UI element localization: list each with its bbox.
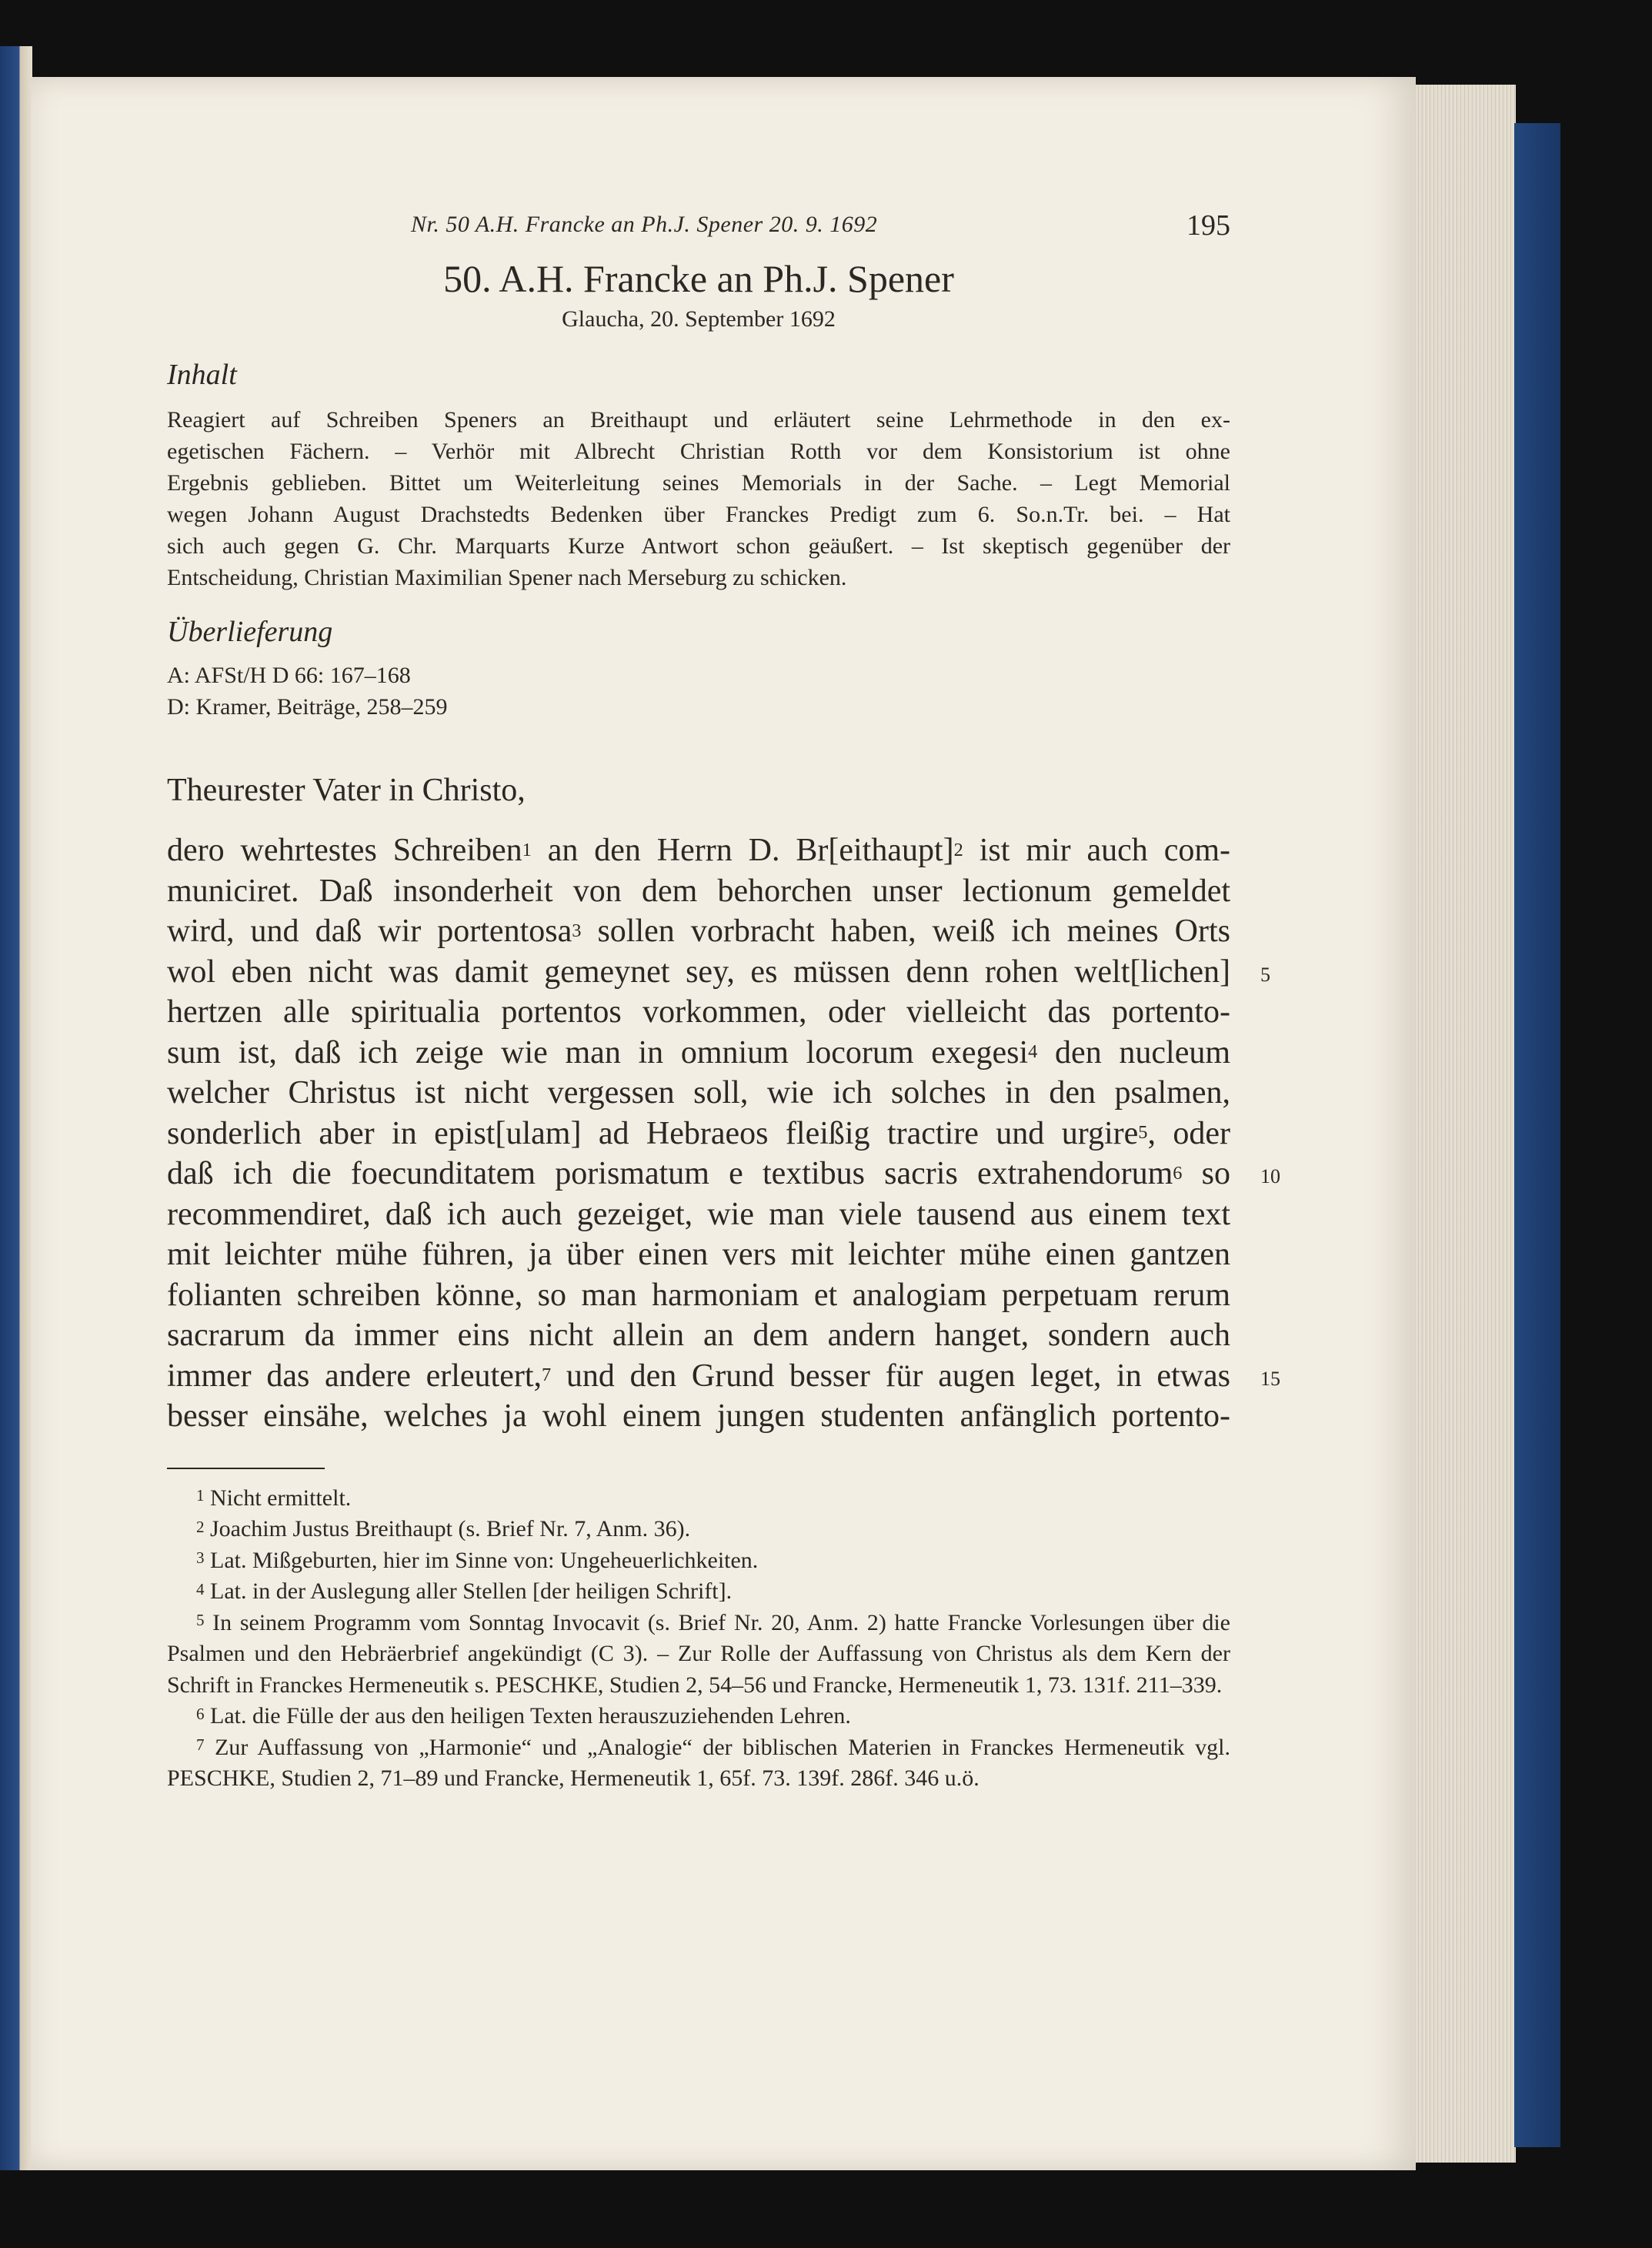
summary-line: Ergebnis geblieben. Bittet um Weiterleitung seines Memorials in der Sache. – Legt Memorial <box>167 470 1230 496</box>
witness-list <box>167 660 1230 723</box>
summary-line: wegen Johann August Drachstedts Bedenken über Franckes Predigt zum 6. So.n.Tr. bei. – Hat <box>167 502 1230 527</box>
ueberlieferung-heading: Überlieferung <box>167 616 333 648</box>
letter-line <box>167 992 1230 1033</box>
text-run: sacrarum da immer eins nicht allein an dem andern hanget, sondern auch <box>167 1318 1230 1353</box>
letter-line <box>167 952 1270 993</box>
text-run: mit leichter mühe führen, ja über einen vers mit leichter mühe einen gantzen <box>167 1237 1230 1272</box>
witness-entry: A: AFSt/H D 66: 167–168 <box>167 663 411 688</box>
letter-line-text <box>167 1033 1230 1074</box>
book-page <box>31 77 1416 2170</box>
letter-line-text <box>167 952 1230 993</box>
text-run: immer das andere erleutert, <box>167 1358 542 1394</box>
summary-line: egetischen Fächern. – Verhör mit Albrecht Christian Rotth vor dem Konsistorium ist ohne <box>167 439 1230 464</box>
letter-line-text <box>167 1114 1230 1154</box>
text-run: daß ich die foecunditatem porismatum e textibus sacris extrahendorum <box>167 1156 1173 1191</box>
letter-line <box>167 871 1230 912</box>
text-run: den nucleum <box>1037 1034 1230 1071</box>
letter-place-date: Glaucha, 20. September 1692 <box>562 306 836 332</box>
footnote-number: 2 <box>196 1517 205 1536</box>
inhalt-heading: Inhalt <box>167 359 237 391</box>
text-run: sonderlich aber in epist[ulam] ad Hebraeos fleißig tractire und urgire <box>167 1115 1139 1151</box>
footnote-text: Nicht ermittelt. <box>204 1485 352 1511</box>
text-run: recommendiret, daß ich auch gezeiget, wie man viele tausend aus einem text <box>167 1196 1230 1232</box>
footnotes <box>167 1483 1230 1795</box>
letter-line <box>167 1396 1230 1437</box>
text-run: so <box>1182 1156 1230 1191</box>
letter-line-text <box>167 1275 1230 1316</box>
summary-line: Entscheidung, Christian Maximilian Spener nach Merseburg zu schicken. <box>167 565 847 590</box>
text-run: sum ist, daß ich zeige wie man in omnium locorum exegesi <box>167 1034 1029 1071</box>
footnote-text: Lat. Mißgeburten, hier im Sinne von: Ungeheuerlichkeiten. <box>204 1547 759 1573</box>
letter-line-text <box>167 1073 1230 1114</box>
footnote-number: 6 <box>196 1704 205 1723</box>
footnote-text: Lat. die Fülle der aus den heiligen Texten herauszuziehenden Lehren. <box>204 1703 851 1729</box>
letter-line <box>167 1033 1230 1074</box>
summary-line: Reagiert auf Schreiben Speners an Breithaupt und erläutert seine Lehrmethode in den ex- <box>167 407 1230 433</box>
letter-line-text <box>167 871 1230 912</box>
page-number: 195 <box>1186 209 1230 242</box>
footnote-number: 1 <box>196 1486 205 1505</box>
letter-line-text <box>167 1356 1230 1397</box>
summary-line: sich auch gegen G. Chr. Marquarts Kurze Antwort schon geäußert. – Ist skeptisch gegenüber der <box>167 533 1230 559</box>
footnote-text: Zur Auffassung von „Harmonie“ und „Analogie“ der biblischen Materien in Franckes Hermeneutik vgl. PESCHKE, Studien 2, 71–89 und Francke, Hermeneutik 1, 65f. 73. 139f. 286f. 346 u.ö. <box>167 1734 1230 1791</box>
text-run: welcher Christus ist nicht vergessen soll, wie ich solches in den psalmen, <box>167 1075 1230 1111</box>
letter-line-text <box>167 1396 1230 1437</box>
letter-line <box>167 830 1230 871</box>
footnote-text: In seinem Programm vom Sonntag Invocavit (s. Brief Nr. 20, Anm. 2) hatte Francke Vorlesungen über die Psalmen und den Hebräerbrief angekündigt (C 3). – Zur Rolle der Auffassung von Christus als dem Kern der Schrift in Franckes Hermeneutik s. PESCHKE, Studien 2, 54–56 und Francke, Hermeneutik 1, 73. 131f. 211–339. <box>167 1609 1230 1698</box>
letter-line <box>167 1073 1230 1114</box>
text-run: an den Herrn D. Br[eithaupt] <box>531 833 954 868</box>
letter-title: 50. A.H. Francke an Ph.J. Spener <box>443 257 954 300</box>
text-run: folianten schreiben könne, so man harmoniam et analogiam perpetuam rerum <box>167 1277 1230 1313</box>
letter-line-text <box>167 1234 1230 1275</box>
letter-line-text <box>167 911 1230 952</box>
text-run: besser einsähe, welches ja wohl einem jungen studenten anfänglich portento- <box>167 1398 1230 1434</box>
footnote-ref: 7 <box>542 1364 552 1386</box>
book-spine-left <box>0 46 32 2170</box>
line-number: 5 <box>1260 963 1270 986</box>
footnote <box>167 1545 1230 1577</box>
text-run: dero wehrtestes Schreiben <box>167 833 522 868</box>
letter-line-text <box>167 1315 1230 1356</box>
letter-line <box>167 1194 1230 1235</box>
footnote-ref: 5 <box>1138 1122 1148 1144</box>
letter-line <box>167 1356 1280 1397</box>
page-content <box>167 209 1280 1795</box>
letter-line <box>167 1114 1230 1154</box>
line-number: 10 <box>1260 1165 1280 1187</box>
letter-line-text <box>167 830 1230 871</box>
inhalt-summary <box>167 404 1230 593</box>
text-run: wird, und daß wir portentosa <box>167 914 572 949</box>
letter-line-text <box>167 1194 1230 1235</box>
footnote-number: 7 <box>196 1735 205 1755</box>
footnote-ref: 1 <box>522 839 532 860</box>
letter-body <box>167 830 1280 1437</box>
text-run: ist mir auch com- <box>963 833 1231 868</box>
footnote <box>167 1576 1230 1608</box>
footnote-ref: 6 <box>1173 1162 1183 1184</box>
letter-line-text <box>167 992 1230 1033</box>
book-cover-right <box>1514 123 1560 2147</box>
text-run: hertzen alle spiritualia portentos vorkommen, oder vielleicht das portento- <box>167 994 1230 1030</box>
text-run: , oder <box>1147 1115 1230 1151</box>
text-run: municiret. Daß insonderheit von dem behorchen unser lectionum gemeldet <box>167 873 1230 909</box>
letter-line <box>167 1234 1230 1275</box>
footnote-ref: 2 <box>953 839 963 860</box>
footnote <box>167 1701 1230 1732</box>
running-head <box>167 209 1230 249</box>
page-edges-right <box>1400 85 1516 2163</box>
text-run: und den Grund besser für augen leget, in etwas <box>551 1358 1231 1394</box>
line-number: 15 <box>1260 1367 1280 1390</box>
footnote-ref: 3 <box>572 920 582 941</box>
footnote-number: 4 <box>196 1579 205 1598</box>
letter-line <box>167 1275 1230 1316</box>
letter-line <box>167 1154 1280 1194</box>
letter-line <box>167 1315 1230 1356</box>
letter-line-text <box>167 1154 1230 1194</box>
footnote-text: Joachim Justus Breithaupt (s. Brief Nr. 7, Anm. 36). <box>204 1516 691 1542</box>
footnote <box>167 1608 1230 1702</box>
footnote-rule <box>167 1468 325 1469</box>
letter-line <box>167 911 1230 952</box>
footnote <box>167 1732 1230 1795</box>
letter-salutation: Theurester Vater in Christo, <box>167 773 526 808</box>
footnote-text: Lat. in der Auslegung aller Stellen [der heiligen Schrift]. <box>204 1578 733 1604</box>
footnote <box>167 1514 1230 1545</box>
witness-entry: D: Kramer, Beiträge, 258–259 <box>167 694 448 720</box>
footnote-ref: 4 <box>1028 1041 1038 1063</box>
footnote-number: 5 <box>196 1611 205 1630</box>
footnote <box>167 1483 1230 1515</box>
running-head-text: Nr. 50 A.H. Francke an Ph.J. Spener 20. 9. 1692 <box>411 212 878 237</box>
text-run: sollen vorbracht haben, weiß ich meines Orts <box>581 914 1230 949</box>
text-run: wol eben nicht was damit gemeynet sey, es müssen denn rohen welt[lichen] <box>167 954 1230 990</box>
footnote-number: 3 <box>196 1548 205 1568</box>
